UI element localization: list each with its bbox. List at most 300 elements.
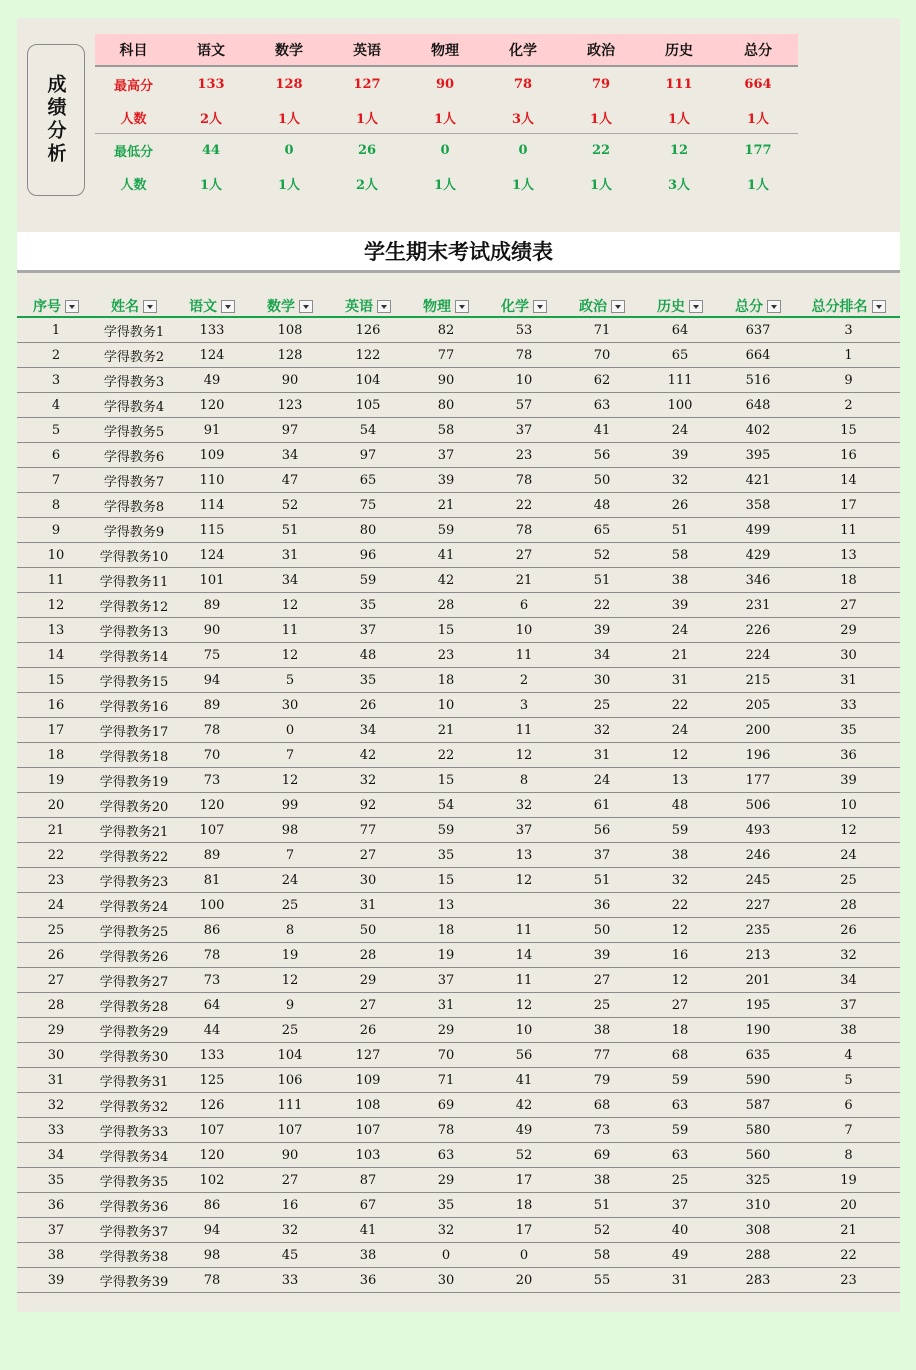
table-cell[interactable]: 学得教务13	[95, 618, 173, 643]
table-cell[interactable]: 31	[407, 993, 485, 1018]
table-cell[interactable]: 学得教务30	[95, 1043, 173, 1068]
table-cell[interactable]: 9	[17, 518, 95, 543]
table-cell[interactable]: 133	[173, 317, 251, 343]
table-cell[interactable]: 59	[641, 1068, 719, 1093]
table-cell[interactable]: 学得教务32	[95, 1093, 173, 1118]
table-cell[interactable]: 50	[329, 918, 407, 943]
table-cell[interactable]: 115	[173, 518, 251, 543]
table-cell[interactable]: 4	[17, 393, 95, 418]
max-count-label[interactable]: 人数	[95, 101, 172, 134]
table-cell[interactable]: 7	[17, 468, 95, 493]
table-cell[interactable]: 101	[173, 568, 251, 593]
table-cell[interactable]: 27	[797, 593, 900, 618]
table-cell[interactable]: 90	[251, 368, 329, 393]
table-cell[interactable]: 50	[563, 468, 641, 493]
table-cell[interactable]: 16	[797, 443, 900, 468]
table-cell[interactable]: 89	[173, 593, 251, 618]
table-cell[interactable]: 1	[17, 317, 95, 343]
table-cell[interactable]: 26	[641, 493, 719, 518]
table-cell[interactable]: 91	[173, 418, 251, 443]
table-cell[interactable]: 37	[641, 1193, 719, 1218]
table-cell[interactable]: 107	[173, 818, 251, 843]
table-cell[interactable]: 114	[173, 493, 251, 518]
table-cell[interactable]: 61	[563, 793, 641, 818]
analysis-header-cell[interactable]: 数学	[250, 34, 328, 66]
table-cell[interactable]: 22	[17, 843, 95, 868]
filter-dropdown-icon[interactable]	[299, 300, 313, 313]
table-cell[interactable]: 学得教务8	[95, 493, 173, 518]
table-cell[interactable]: 50	[563, 918, 641, 943]
table-cell[interactable]: 109	[329, 1068, 407, 1093]
table-cell[interactable]: 560	[719, 1143, 797, 1168]
table-cell[interactable]: 24	[251, 868, 329, 893]
table-cell[interactable]: 44	[173, 1018, 251, 1043]
table-cell[interactable]: 27	[641, 993, 719, 1018]
table-cell[interactable]: 325	[719, 1168, 797, 1193]
table-cell[interactable]: 51	[563, 1193, 641, 1218]
table-cell[interactable]: 22	[641, 893, 719, 918]
table-cell[interactable]: 27	[485, 543, 563, 568]
table-cell[interactable]: 107	[251, 1118, 329, 1143]
table-cell[interactable]	[485, 893, 563, 918]
column-header[interactable]	[563, 296, 641, 317]
table-cell[interactable]: 395	[719, 443, 797, 468]
table-cell[interactable]: 学得教务28	[95, 993, 173, 1018]
table-cell[interactable]: 86	[173, 918, 251, 943]
table-cell[interactable]: 18	[797, 568, 900, 593]
table-cell[interactable]: 27	[251, 1168, 329, 1193]
table-cell[interactable]: 29	[797, 618, 900, 643]
filter-dropdown-icon[interactable]	[143, 300, 157, 313]
column-header[interactable]	[329, 296, 407, 317]
table-cell[interactable]: 78	[485, 343, 563, 368]
table-cell[interactable]: 学得教务16	[95, 693, 173, 718]
table-cell[interactable]: 17	[485, 1168, 563, 1193]
analysis-header-cell[interactable]: 语文	[172, 34, 250, 66]
table-cell[interactable]: 49	[641, 1243, 719, 1268]
table-cell[interactable]: 学得教务33	[95, 1118, 173, 1143]
max-count-cell[interactable]: 1人	[406, 101, 484, 134]
table-cell[interactable]: 12	[641, 743, 719, 768]
table-cell[interactable]: 78	[173, 943, 251, 968]
table-cell[interactable]: 12	[485, 993, 563, 1018]
table-cell[interactable]: 11	[251, 618, 329, 643]
table-cell[interactable]: 104	[329, 368, 407, 393]
table-cell[interactable]: 65	[329, 468, 407, 493]
table-cell[interactable]: 34	[329, 718, 407, 743]
table-cell[interactable]: 65	[563, 518, 641, 543]
table-cell[interactable]: 27	[563, 968, 641, 993]
table-cell[interactable]: 105	[329, 393, 407, 418]
table-cell[interactable]: 63	[641, 1143, 719, 1168]
table-cell[interactable]: 19	[407, 943, 485, 968]
table-cell[interactable]: 64	[173, 993, 251, 1018]
table-cell[interactable]: 学得教务1	[95, 317, 173, 343]
table-cell[interactable]: 17	[17, 718, 95, 743]
table-cell[interactable]: 35	[407, 843, 485, 868]
table-cell[interactable]: 70	[563, 343, 641, 368]
table-cell[interactable]: 11	[485, 968, 563, 993]
max-score-label[interactable]: 最高分	[113, 78, 153, 94]
table-cell[interactable]: 78	[173, 718, 251, 743]
table-cell[interactable]: 7	[797, 1118, 900, 1143]
table-cell[interactable]: 36	[329, 1268, 407, 1293]
table-cell[interactable]: 37	[17, 1218, 95, 1243]
table-cell[interactable]: 77	[329, 818, 407, 843]
table-cell[interactable]: 79	[563, 1068, 641, 1093]
table-cell[interactable]: 59	[329, 568, 407, 593]
table-cell[interactable]: 26	[329, 693, 407, 718]
table-cell[interactable]: 学得教务20	[95, 793, 173, 818]
table-cell[interactable]: 2	[17, 343, 95, 368]
analysis-header-cell[interactable]: 总分	[718, 34, 798, 66]
table-cell[interactable]: 231	[719, 593, 797, 618]
table-cell[interactable]: 587	[719, 1093, 797, 1118]
table-cell[interactable]: 30	[17, 1043, 95, 1068]
table-cell[interactable]: 6	[485, 593, 563, 618]
analysis-header-cell[interactable]: 历史	[640, 34, 718, 66]
table-cell[interactable]: 28	[329, 943, 407, 968]
table-cell[interactable]: 16	[251, 1193, 329, 1218]
min-score-label[interactable]: 最低分	[113, 145, 153, 160]
table-cell[interactable]: 14	[797, 468, 900, 493]
table-cell[interactable]: 21	[17, 818, 95, 843]
table-cell[interactable]: 69	[407, 1093, 485, 1118]
table-cell[interactable]: 25	[641, 1168, 719, 1193]
table-cell[interactable]: 33	[797, 693, 900, 718]
analysis-header-cell[interactable]: 科目	[95, 34, 172, 66]
table-cell[interactable]: 18	[407, 918, 485, 943]
table-cell[interactable]: 86	[173, 1193, 251, 1218]
table-cell[interactable]: 67	[329, 1193, 407, 1218]
table-cell[interactable]: 120	[173, 393, 251, 418]
table-cell[interactable]: 33	[17, 1118, 95, 1143]
min-count-cell[interactable]: 1人	[433, 178, 457, 193]
max-score-cell[interactable]: 127	[353, 76, 381, 92]
table-cell[interactable]: 21	[407, 718, 485, 743]
table-cell[interactable]: 12	[251, 768, 329, 793]
table-cell[interactable]: 36	[797, 743, 900, 768]
table-cell[interactable]: 学得教务22	[95, 843, 173, 868]
filter-dropdown-icon[interactable]	[611, 300, 625, 313]
table-cell[interactable]: 24	[563, 768, 641, 793]
table-cell[interactable]: 283	[719, 1268, 797, 1293]
table-cell[interactable]: 23	[797, 1268, 900, 1293]
table-cell[interactable]: 学得教务14	[95, 643, 173, 668]
table-cell[interactable]: 34	[251, 568, 329, 593]
table-cell[interactable]: 27	[17, 968, 95, 993]
table-cell[interactable]: 107	[173, 1118, 251, 1143]
filter-dropdown-icon[interactable]	[872, 300, 886, 313]
table-cell[interactable]: 32	[251, 1218, 329, 1243]
analysis-header-cell[interactable]: 英语	[328, 34, 406, 66]
table-cell[interactable]: 110	[173, 468, 251, 493]
table-cell[interactable]: 10	[485, 618, 563, 643]
table-cell[interactable]: 70	[407, 1043, 485, 1068]
table-cell[interactable]: 499	[719, 518, 797, 543]
table-cell[interactable]: 34	[17, 1143, 95, 1168]
table-cell[interactable]: 47	[251, 468, 329, 493]
table-cell[interactable]: 68	[563, 1093, 641, 1118]
table-cell[interactable]: 37	[797, 993, 900, 1018]
table-cell[interactable]: 34	[251, 443, 329, 468]
table-cell[interactable]: 37	[407, 968, 485, 993]
table-cell[interactable]: 62	[563, 368, 641, 393]
table-cell[interactable]: 80	[407, 393, 485, 418]
table-cell[interactable]: 41	[485, 1068, 563, 1093]
table-cell[interactable]: 98	[173, 1243, 251, 1268]
table-cell[interactable]: 68	[641, 1043, 719, 1068]
table-cell[interactable]: 100	[641, 393, 719, 418]
table-cell[interactable]: 21	[797, 1218, 900, 1243]
table-cell[interactable]: 213	[719, 943, 797, 968]
table-cell[interactable]: 学得教务2	[95, 343, 173, 368]
table-cell[interactable]: 36	[563, 893, 641, 918]
table-cell[interactable]: 42	[329, 743, 407, 768]
min-score-cell[interactable]: 0	[518, 143, 528, 158]
table-cell[interactable]: 6	[17, 443, 95, 468]
table-cell[interactable]: 65	[641, 343, 719, 368]
table-cell[interactable]: 108	[251, 317, 329, 343]
table-cell[interactable]: 学得教务25	[95, 918, 173, 943]
min-score-cell[interactable]: 26	[357, 143, 377, 158]
table-cell[interactable]: 11	[485, 643, 563, 668]
max-count-cell[interactable]: 2人	[172, 101, 250, 134]
table-cell[interactable]: 64	[641, 317, 719, 343]
table-cell[interactable]: 10	[485, 368, 563, 393]
table-cell[interactable]: 30	[797, 643, 900, 668]
max-count-cell[interactable]: 3人	[484, 101, 562, 134]
table-cell[interactable]: 5	[17, 418, 95, 443]
table-cell[interactable]: 41	[563, 418, 641, 443]
table-cell[interactable]: 19	[797, 1168, 900, 1193]
table-cell[interactable]: 55	[563, 1268, 641, 1293]
table-cell[interactable]: 38	[563, 1018, 641, 1043]
table-cell[interactable]: 42	[407, 568, 485, 593]
table-cell[interactable]: 124	[173, 543, 251, 568]
max-score-cell[interactable]: 128	[275, 76, 303, 92]
min-count-cell[interactable]: 2人	[355, 178, 379, 193]
table-cell[interactable]: 10	[797, 793, 900, 818]
table-cell[interactable]: 12	[17, 593, 95, 618]
table-cell[interactable]: 99	[251, 793, 329, 818]
table-cell[interactable]: 15	[797, 418, 900, 443]
table-cell[interactable]: 58	[407, 418, 485, 443]
table-cell[interactable]: 27	[329, 843, 407, 868]
table-cell[interactable]: 学得教务38	[95, 1243, 173, 1268]
table-cell[interactable]: 学得教务5	[95, 418, 173, 443]
table-cell[interactable]: 125	[173, 1068, 251, 1093]
table-cell[interactable]: 14	[17, 643, 95, 668]
min-count-cell[interactable]: 1人	[277, 178, 301, 193]
table-cell[interactable]: 学得教务23	[95, 868, 173, 893]
table-cell[interactable]: 37	[407, 443, 485, 468]
min-count-label[interactable]: 人数	[120, 178, 147, 193]
table-cell[interactable]: 22	[563, 593, 641, 618]
table-cell[interactable]: 学得教务36	[95, 1193, 173, 1218]
table-cell[interactable]: 59	[407, 818, 485, 843]
table-cell[interactable]: 15	[407, 868, 485, 893]
table-cell[interactable]: 21	[641, 643, 719, 668]
table-cell[interactable]: 42	[485, 1093, 563, 1118]
table-cell[interactable]: 71	[407, 1068, 485, 1093]
filter-dropdown-icon[interactable]	[221, 300, 235, 313]
table-cell[interactable]: 5	[797, 1068, 900, 1093]
table-cell[interactable]: 学得教务9	[95, 518, 173, 543]
table-cell[interactable]: 63	[407, 1143, 485, 1168]
table-cell[interactable]: 学得教务18	[95, 743, 173, 768]
table-cell[interactable]: 106	[251, 1068, 329, 1093]
table-cell[interactable]: 8	[17, 493, 95, 518]
table-cell[interactable]: 89	[173, 843, 251, 868]
table-cell[interactable]: 22	[797, 1243, 900, 1268]
table-cell[interactable]: 38	[17, 1243, 95, 1268]
table-cell[interactable]: 18	[17, 743, 95, 768]
table-cell[interactable]: 200	[719, 718, 797, 743]
table-cell[interactable]: 13	[407, 893, 485, 918]
table-cell[interactable]: 246	[719, 843, 797, 868]
filter-dropdown-icon[interactable]	[533, 300, 547, 313]
table-cell[interactable]: 学得教务3	[95, 368, 173, 393]
table-cell[interactable]: 23	[17, 868, 95, 893]
table-cell[interactable]: 31	[563, 743, 641, 768]
table-cell[interactable]: 664	[719, 343, 797, 368]
max-score-cell[interactable]: 111	[665, 76, 693, 92]
table-cell[interactable]: 358	[719, 493, 797, 518]
table-cell[interactable]: 57	[485, 393, 563, 418]
table-cell[interactable]: 78	[173, 1268, 251, 1293]
table-cell[interactable]: 28	[797, 893, 900, 918]
min-count-cell[interactable]: 1人	[589, 178, 613, 193]
table-cell[interactable]: 5	[251, 668, 329, 693]
table-cell[interactable]: 127	[329, 1043, 407, 1068]
table-cell[interactable]: 421	[719, 468, 797, 493]
table-cell[interactable]: 12	[485, 743, 563, 768]
table-cell[interactable]: 37	[329, 618, 407, 643]
table-cell[interactable]: 38	[641, 568, 719, 593]
table-cell[interactable]: 12	[641, 968, 719, 993]
table-cell[interactable]: 学得教务39	[95, 1268, 173, 1293]
table-cell[interactable]: 24	[641, 718, 719, 743]
table-cell[interactable]: 11	[485, 718, 563, 743]
table-cell[interactable]: 12	[251, 593, 329, 618]
table-cell[interactable]: 28	[407, 593, 485, 618]
table-cell[interactable]: 22	[485, 493, 563, 518]
table-cell[interactable]: 58	[563, 1243, 641, 1268]
table-cell[interactable]: 590	[719, 1068, 797, 1093]
table-cell[interactable]: 226	[719, 618, 797, 643]
table-cell[interactable]: 8	[485, 768, 563, 793]
table-cell[interactable]: 12	[641, 918, 719, 943]
table-cell[interactable]: 107	[329, 1118, 407, 1143]
table-cell[interactable]: 123	[251, 393, 329, 418]
max-count-cell[interactable]: 1人	[328, 101, 406, 134]
table-cell[interactable]: 29	[17, 1018, 95, 1043]
table-cell[interactable]: 学得教务37	[95, 1218, 173, 1243]
max-count-cell[interactable]: 1人	[640, 101, 718, 134]
table-cell[interactable]: 201	[719, 968, 797, 993]
table-cell[interactable]: 63	[563, 393, 641, 418]
table-cell[interactable]: 30	[329, 868, 407, 893]
table-cell[interactable]: 35	[329, 593, 407, 618]
table-cell[interactable]: 38	[641, 843, 719, 868]
table-cell[interactable]: 120	[173, 793, 251, 818]
table-cell[interactable]: 16	[641, 943, 719, 968]
max-score-cell[interactable]: 90	[435, 76, 455, 92]
table-cell[interactable]: 34	[797, 968, 900, 993]
table-cell[interactable]: 学得教务11	[95, 568, 173, 593]
table-cell[interactable]: 25	[251, 893, 329, 918]
table-cell[interactable]: 77	[407, 343, 485, 368]
min-score-cell[interactable]: 177	[744, 143, 772, 158]
table-cell[interactable]: 59	[641, 1118, 719, 1143]
table-cell[interactable]: 31	[251, 543, 329, 568]
table-cell[interactable]: 31	[797, 668, 900, 693]
table-cell[interactable]: 63	[641, 1093, 719, 1118]
table-cell[interactable]: 40	[641, 1218, 719, 1243]
table-cell[interactable]: 96	[329, 543, 407, 568]
table-cell[interactable]: 133	[173, 1043, 251, 1068]
table-cell[interactable]: 3	[485, 693, 563, 718]
table-cell[interactable]: 87	[329, 1168, 407, 1193]
table-cell[interactable]: 26	[329, 1018, 407, 1043]
table-cell[interactable]: 51	[641, 518, 719, 543]
table-cell[interactable]: 402	[719, 418, 797, 443]
column-header[interactable]	[719, 296, 797, 317]
table-cell[interactable]: 54	[329, 418, 407, 443]
table-cell[interactable]: 52	[485, 1143, 563, 1168]
table-cell[interactable]: 38	[563, 1168, 641, 1193]
table-cell[interactable]: 13	[17, 618, 95, 643]
table-cell[interactable]: 73	[173, 968, 251, 993]
table-cell[interactable]: 12	[797, 818, 900, 843]
table-cell[interactable]: 17	[485, 1218, 563, 1243]
table-cell[interactable]: 196	[719, 743, 797, 768]
table-cell[interactable]: 31	[17, 1068, 95, 1093]
table-cell[interactable]: 0	[251, 718, 329, 743]
table-cell[interactable]: 177	[719, 768, 797, 793]
table-cell[interactable]: 39	[641, 593, 719, 618]
table-cell[interactable]: 288	[719, 1243, 797, 1268]
table-cell[interactable]: 32	[17, 1093, 95, 1118]
table-cell[interactable]: 41	[329, 1218, 407, 1243]
table-cell[interactable]: 81	[173, 868, 251, 893]
table-cell[interactable]: 27	[329, 993, 407, 1018]
table-cell[interactable]: 37	[563, 843, 641, 868]
max-score-cell[interactable]: 133	[197, 76, 225, 92]
table-cell[interactable]: 2	[797, 393, 900, 418]
table-cell[interactable]: 58	[641, 543, 719, 568]
table-cell[interactable]: 24	[797, 843, 900, 868]
column-header[interactable]	[95, 296, 173, 317]
page-title[interactable]: 学生期末考试成绩表	[364, 240, 553, 264]
table-cell[interactable]: 20	[485, 1268, 563, 1293]
table-cell[interactable]: 32	[407, 1218, 485, 1243]
table-cell[interactable]: 20	[797, 1193, 900, 1218]
table-cell[interactable]: 16	[17, 693, 95, 718]
table-cell[interactable]: 0	[407, 1243, 485, 1268]
table-cell[interactable]: 59	[641, 818, 719, 843]
table-cell[interactable]: 10	[407, 693, 485, 718]
table-cell[interactable]: 52	[251, 493, 329, 518]
table-cell[interactable]: 11	[797, 518, 900, 543]
table-cell[interactable]: 59	[407, 518, 485, 543]
table-cell[interactable]: 26	[17, 943, 95, 968]
table-cell[interactable]: 45	[251, 1243, 329, 1268]
filter-dropdown-icon[interactable]	[689, 300, 703, 313]
column-header[interactable]	[641, 296, 719, 317]
table-cell[interactable]: 35	[17, 1168, 95, 1193]
